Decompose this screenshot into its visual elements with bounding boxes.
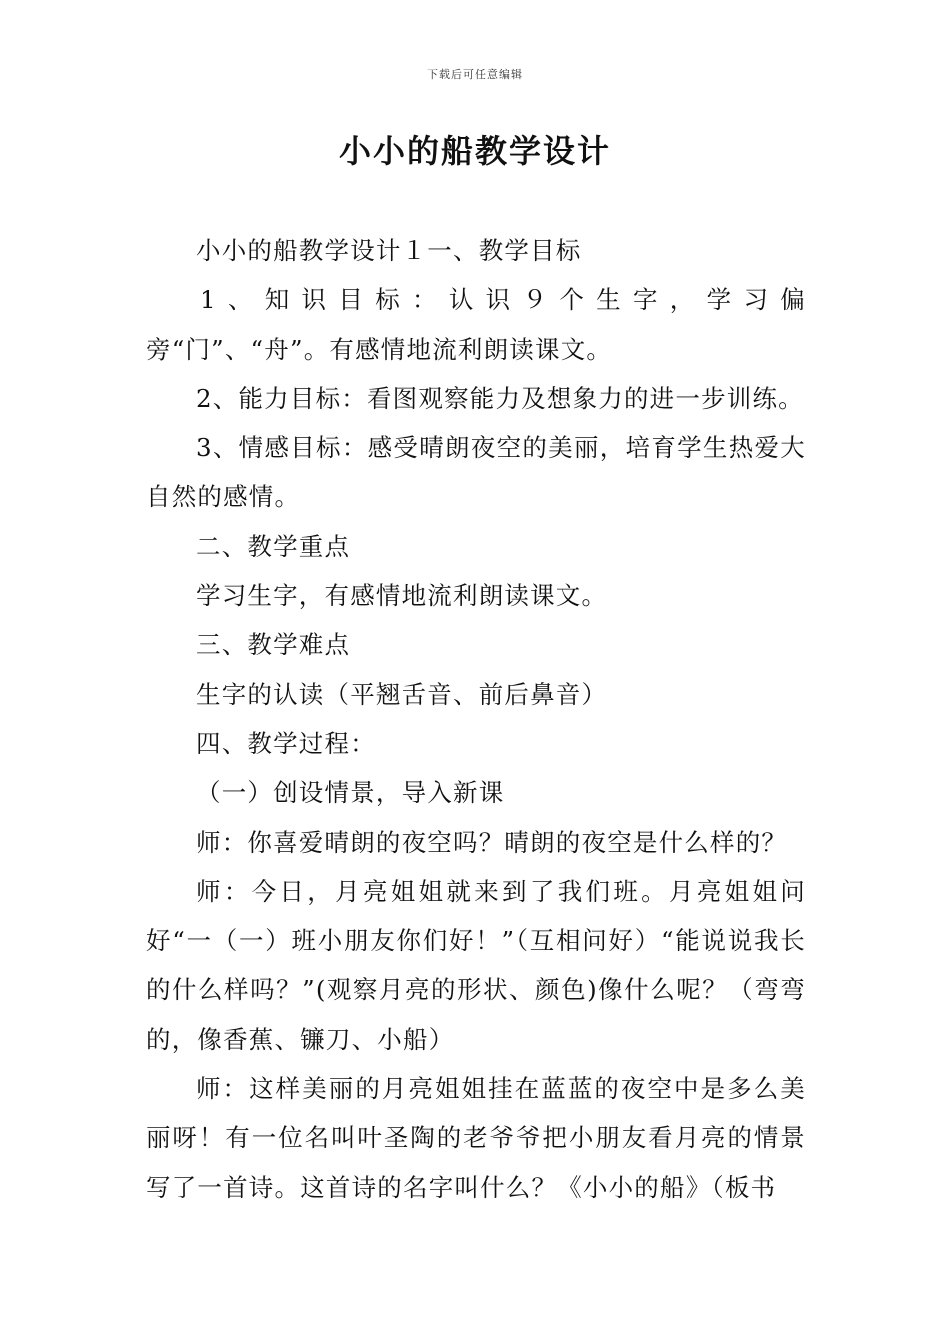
paragraph-teacher-poem: 师：这样美丽的月亮姐姐挂在蓝蓝的夜空中是多么美丽呀！有一位名叫叶圣陶的老爷爷把小朋友看月亮的情景写了一首诗。这首诗的名字叫什么？《小小的船》（板书: [146, 1074, 806, 1202]
document-body: [146, 226, 806, 1212]
paragraph-knowledge-goal: 1、知识目标：认识９个生字，学习偏旁“门”、“舟”。有感情地流利朗读课文。: [146, 285, 806, 364]
paragraph-intro: 小小的船教学设计１一、教学目标: [196, 236, 582, 265]
paragraph-ability-goal: 2、能力目标：看图观察能力及想象力的进一步训练。: [196, 383, 804, 413]
header-note: 下载后可任意编辑: [427, 68, 523, 81]
paragraph-emotion-goal: 3、情感目标：感受晴朗夜空的美丽，培育学生热爱大自然的感情。: [146, 433, 806, 512]
heading-difficulties: 三、教学难点: [196, 630, 351, 660]
paragraph-teacher-question: 师：你喜爱晴朗的夜空吗？晴朗的夜空是什么样的？: [196, 827, 788, 857]
paragraph-difficulties: 生字的认读（平翘舌音、前后鼻音）: [196, 679, 608, 709]
paragraph-key-points: 学习生字，有感情地流利朗读课文。: [196, 581, 608, 611]
document-title: 小小的船教学设计: [338, 132, 611, 170]
heading-key-points: 二、教学重点: [196, 531, 351, 561]
heading-process: 四、教学过程：: [196, 728, 376, 758]
heading-step-one: （一）创设情景，导入新课: [196, 778, 505, 808]
paragraph-teacher-moon: 师：今日，月亮姐姐就来到了我们班。月亮姐姐问好“一（一）班小朋友你们好！”（互相问好）“能说说我长的什么样吗？”(观察月亮的形状、颜色)像什么呢？（弯弯的，像香蕉、镰刀、小船）: [146, 876, 806, 1054]
